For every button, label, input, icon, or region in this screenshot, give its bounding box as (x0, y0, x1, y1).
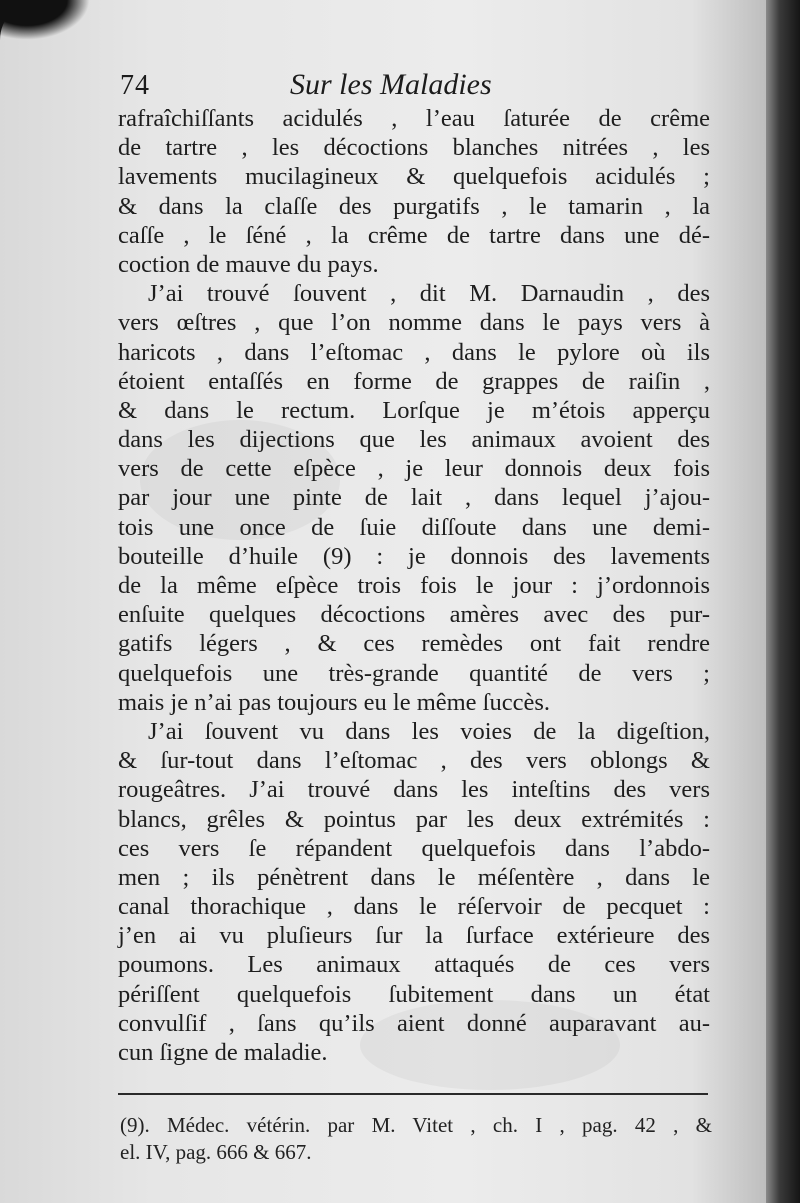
text-line: tois une once de ſuie diſſoute dans une demi- (118, 513, 710, 541)
text-line: étoient entaſſés en forme de grappes de raiſin , (118, 367, 710, 395)
text-line: par jour une pinte de lait , dans lequel j’ajou- (118, 484, 710, 512)
text-line: ces vers ſe répandent quelquefois dans l’abdo- (118, 834, 710, 862)
text-line: gatifs légers , & ces remèdes ont fait rendre (118, 630, 710, 658)
footnote (120, 1112, 712, 1166)
text-line: enſuite quelques décoctions amères avec des pur- (118, 601, 710, 629)
text-line: rougeâtres. J’ai trouvé dans les inteſtins des vers (118, 776, 710, 804)
text-line: cun ſigne de maladie. (118, 1039, 328, 1066)
text-line: convulſif , ſans qu’ils aient donné auparavant au- (118, 1009, 710, 1037)
footnote-rule (118, 1093, 708, 1095)
text-line: périſſent quelquefois ſubitement dans un état (118, 980, 710, 1008)
text-line: de la même eſpèce trois fois le jour : j’ordonnois (118, 572, 710, 599)
text-line: men ; ils pénètrent dans le méſentère , dans le (118, 863, 710, 891)
text-line: vers œſtres , que l’on nomme dans le pays vers à (118, 309, 710, 337)
text-line: de tartre , les décoctions blanches nitrées , les (118, 134, 710, 162)
text-line: & dans le rectum. Lorſque je m’étois apperçu (118, 396, 710, 424)
text-line: poumons. Les animaux attaqués de ces vers (118, 951, 710, 979)
text-line: bouteille d’huile (9) : je donnois des lavements (118, 542, 710, 570)
text-line: quelquefois une très-grande quantité de vers ; (118, 659, 710, 687)
text-line: blancs, grêles & pointus par les deux extrémités : (118, 805, 710, 833)
text-line: mais je n’ai pas toujours eu le même ſuccès. (118, 688, 551, 716)
text-line: J’ai ſouvent vu dans les voies de la digeſtion, (148, 717, 710, 745)
text-line: haricots , dans l’eſtomac , dans le pylore où ils (118, 338, 710, 366)
page-number: 74 (120, 70, 150, 101)
text-line: rafraîchiſſants acidulés , l’eau ſaturée de crême (118, 105, 710, 132)
text-line: j’en ai vu pluſieurs ſur la ſurface extérieure des (118, 922, 710, 950)
main-text (118, 104, 710, 1067)
text-line: vers de cette eſpèce , je leur donnois deux fois (118, 455, 710, 483)
running-head: Sur les Maladies (290, 68, 492, 101)
text-line: & dans la claſſe des purgatifs , le tamarin , la (118, 192, 710, 220)
text-line: J’ai trouvé ſouvent , dit M. Darnaudin , des (148, 280, 710, 308)
footnote-line: (9). Médec. vétérin. par M. Vitet , ch. I , pag. 42 , & (120, 1113, 712, 1137)
text-line: & ſur-tout dans l’eſtomac , des vers oblongs & (118, 747, 710, 775)
text-line: canal thorachique , dans le réſervoir de pecquet : (118, 893, 710, 921)
binding-shadow (766, 0, 800, 1203)
text-line: dans les dijections que les animaux avoient des (118, 426, 710, 454)
scan-corner-shadow (0, 0, 90, 40)
text-line: lavements mucilagineux & quelquefois acidulés ; (118, 163, 710, 191)
text-line: coction de mauve du pays. (118, 250, 379, 278)
text-line: caſſe , le ſéné , la crême de tartre dans une dé- (118, 221, 710, 249)
footnote-line: el. IV, pag. 666 & 667. (120, 1140, 312, 1164)
